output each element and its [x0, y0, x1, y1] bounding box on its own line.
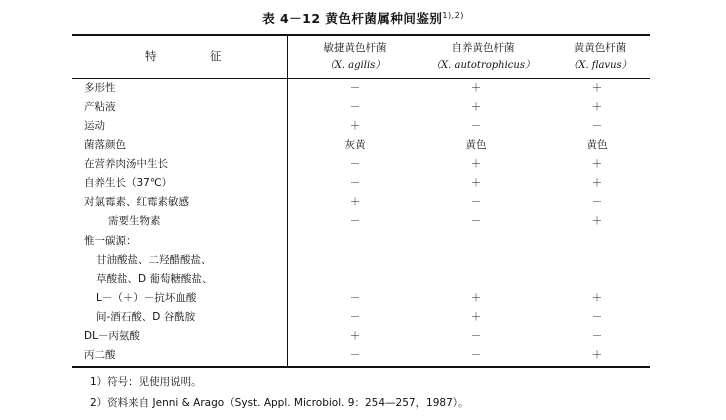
table-cell: ＋ [470, 292, 482, 304]
table-title [0, 9, 726, 27]
bottom-rule [72, 366, 650, 368]
table-cell: － [470, 215, 482, 227]
table-cell: ＋ [591, 101, 603, 113]
column-divider [287, 35, 288, 366]
column-latin: （X. flavus） [568, 60, 632, 71]
column-header-agilis [295, 40, 415, 74]
table-cell: － [470, 349, 482, 361]
table-cell: ＋ [470, 101, 482, 113]
table-cell: － [349, 158, 361, 170]
table-cell: ＋ [591, 177, 603, 189]
row-label: 菌落颜色 [84, 139, 126, 151]
row-label: 丙二酸 [84, 349, 116, 361]
feature-header-char-1: 特 [145, 49, 157, 63]
top-rule [72, 34, 650, 36]
column-header-flavus [540, 40, 660, 74]
table-cell: 黄色 [465, 139, 487, 151]
table-cell: ＋ [591, 292, 603, 304]
feature-header [145, 48, 221, 64]
table-cell: ＋ [349, 330, 361, 342]
table-cell: － [349, 311, 361, 323]
table-cell: ＋ [591, 82, 603, 94]
row-label: 运动 [84, 120, 105, 132]
table-cell: ＋ [470, 82, 482, 94]
row-label: 多形性 [84, 82, 116, 94]
row-label: 在营养肉汤中生长 [84, 158, 168, 170]
table-cell: 灰黄 [344, 139, 366, 151]
table-cell: － [470, 330, 482, 342]
table-cell: ＋ [591, 349, 603, 361]
table-cell: ＋ [591, 215, 603, 227]
column-name: 自养黄色杆菌 [451, 42, 515, 54]
row-label: 甘油酸盐、二羟醋酸盐、 [96, 254, 212, 266]
table-cell: ＋ [470, 158, 482, 170]
row-label: L－（＋）－抗坏血酸 [96, 292, 197, 304]
table-cell: － [591, 196, 603, 208]
header-rule [72, 78, 650, 79]
feature-header-char-2: 征 [209, 49, 222, 63]
table-cell: － [349, 101, 361, 113]
table-cell: ＋ [349, 120, 361, 132]
row-label: 需要生物素 [108, 215, 161, 227]
table-cell: － [349, 349, 361, 361]
column-header-autotrophicus [413, 40, 553, 74]
column-latin: （X. agilis） [324, 60, 386, 71]
table-cell: － [470, 120, 482, 132]
table-cell: － [349, 292, 361, 304]
table-cell: － [591, 311, 603, 323]
table-cell: 黄色 [586, 139, 608, 151]
table-cell: ＋ [470, 311, 482, 323]
table-cell: － [470, 196, 482, 208]
column-name: 敏捷黄色杆菌 [323, 42, 387, 54]
table-cell: ＋ [349, 196, 361, 208]
table-cell: － [591, 120, 603, 132]
column-latin: （X. autotrophicus） [431, 60, 535, 71]
row-label: 惟一碳源： [84, 235, 137, 247]
table-cell: － [349, 177, 361, 189]
table-title-footnote-ref: 1),2) [442, 10, 464, 20]
footnote-2: 2）资料来自 Jenni & Arago（Syst. Appl. Microbiol. 9：254—257，1987）。 [90, 397, 469, 409]
row-label: 自养生长（37℃） [84, 177, 173, 189]
table-cell: － [591, 330, 603, 342]
column-name: 黄黄色杆菌 [573, 42, 627, 54]
table-title-text: 表 4－12 黄色杆菌属种间鉴别 [262, 11, 443, 26]
row-label: 间-酒石酸、D 谷酰胺 [96, 311, 196, 323]
table-cell: － [349, 215, 361, 227]
row-label: 对氯霉素、红霉素敏感 [84, 196, 189, 208]
table-cell: ＋ [470, 177, 482, 189]
table-cell: ＋ [591, 158, 603, 170]
row-label: 产粘液 [84, 101, 116, 113]
row-label: 草酸盐、D 葡萄糖酸盐、 [96, 273, 213, 285]
table-cell: － [349, 82, 361, 94]
row-label: DL－丙氨酸 [84, 330, 140, 342]
footnote-1: 1）符号：见使用说明。 [90, 376, 202, 388]
